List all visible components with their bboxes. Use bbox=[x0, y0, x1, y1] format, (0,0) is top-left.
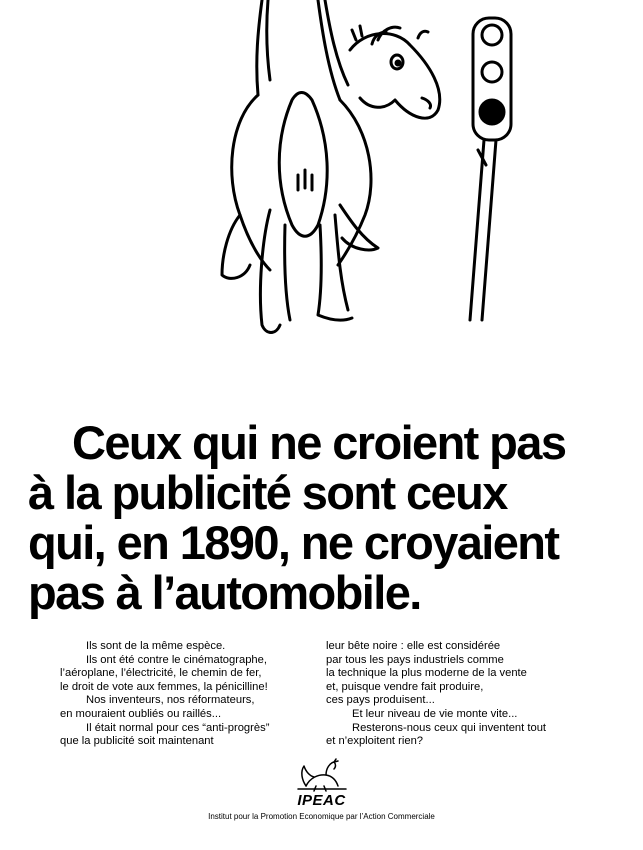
camel-icon bbox=[222, 0, 440, 333]
body-line: Ils sont de la même espèce. bbox=[86, 640, 226, 652]
traffic-light-icon bbox=[470, 18, 511, 320]
headline-line-2: à la publicité sont ceux bbox=[28, 466, 507, 519]
body-line: et, puisque vendre fait produire, bbox=[326, 680, 484, 693]
body-line: Nos inventeurs, nos réformateurs, bbox=[86, 694, 255, 707]
body-text-right-column bbox=[326, 640, 596, 749]
logo-subtitle: Institut pour la Promotion Economique par l’Action Commerciale bbox=[208, 812, 435, 821]
body-line: en mouraient oubliés ou raillés... bbox=[60, 707, 222, 720]
cartoon-illustration bbox=[0, 0, 643, 400]
rooster-icon bbox=[292, 758, 352, 792]
body-line: le droit de vote aux femmes, la pénicilline! bbox=[60, 680, 268, 693]
headline-line-3: qui, en 1890, ne croyaient bbox=[28, 516, 559, 569]
body-line: la technique la plus moderne de la vente bbox=[326, 667, 527, 680]
body-line: Resterons-nous ceux qui inventent tout bbox=[352, 721, 547, 734]
ipeac-logo bbox=[0, 758, 643, 821]
headline bbox=[28, 418, 628, 618]
body-line: et n’exploitent rien? bbox=[326, 735, 424, 748]
headline-line-4: pas à l’automobile. bbox=[28, 566, 421, 619]
body-line: Et leur niveau de vie monte vite... bbox=[352, 707, 518, 720]
body-line: que la publicité soit maintenant bbox=[60, 735, 214, 748]
body-line: Il était normal pour ces “anti-progrès” bbox=[86, 721, 270, 734]
body-line: leur bête noire : elle est considérée bbox=[326, 640, 501, 652]
body-line: l’aéroplane, l’électricité, le chemin de fer, bbox=[60, 667, 262, 680]
body-line: ces pays produisent... bbox=[326, 694, 435, 707]
headline-line-1: Ceux qui ne croient pas bbox=[72, 416, 566, 469]
logo-name: IPEAC bbox=[297, 792, 346, 809]
body-line: Ils ont été contre le cinématographe, bbox=[86, 653, 267, 666]
body-line: par tous les pays industriels comme bbox=[326, 653, 504, 666]
body-text-left-column bbox=[60, 640, 320, 749]
